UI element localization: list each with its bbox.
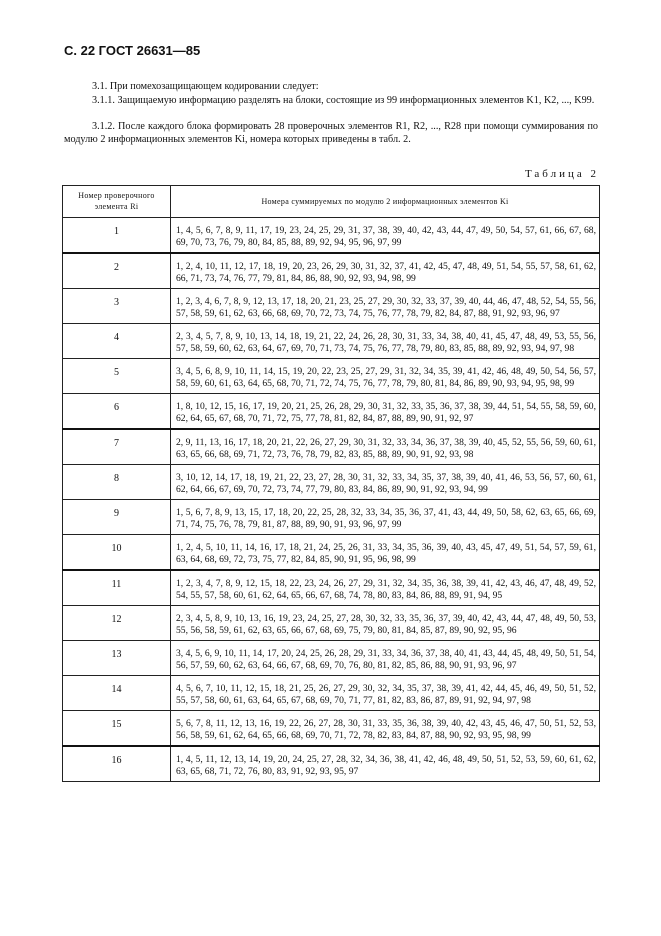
summed-elements-list: 1, 4, 5, 6, 7, 8, 9, 11, 17, 19, 23, 24, 25, 29, 31, 37, 38, 39, 40, 42, 43, 44, 47, 49, 50, 54, 57, 61, 66, 67, 68, 69, 70, 73, 76, 79, 80, 84, 85, 88, 89, 92, 94, 95, 96, 97, 99 [171, 218, 600, 254]
summed-elements-list: 2, 9, 11, 13, 16, 17, 18, 20, 21, 22, 26, 27, 29, 30, 31, 32, 33, 34, 36, 37, 38, 39, 40, 45, 52, 55, 56, 59, 60, 61, 63, 65, 66, 68, 69, 71, 72, 73, 76, 78, 79, 82, 83, 85, 88, 89, 90, 91, 92, 93, 98 [171, 429, 600, 465]
summed-elements-list: 2, 3, 4, 5, 7, 8, 9, 10, 13, 14, 18, 19, 21, 22, 24, 26, 28, 30, 31, 33, 34, 38, 40, 41, 45, 47, 48, 49, 53, 55, 56, 57, 58, 59, 60, 62, 63, 64, 67, 69, 70, 71, 73, 74, 75, 76, 77, 78, 79, 80, 83, 85, 88, 89, 92, 93, 94, 97, 98 [171, 324, 600, 359]
check-element-number: 4 [63, 324, 171, 359]
summed-elements-list: 1, 2, 4, 5, 10, 11, 14, 16, 17, 18, 21, 24, 25, 26, 31, 33, 34, 35, 36, 39, 40, 43, 45, 47, 49, 51, 54, 57, 59, 61, 63, 64, 68, 69, 72, 73, 75, 77, 82, 84, 85, 90, 91, 95, 96, 98, 99 [171, 535, 600, 571]
summed-elements-list: 1, 2, 3, 4, 7, 8, 9, 12, 15, 18, 22, 23, 24, 26, 27, 29, 31, 32, 34, 35, 36, 38, 39, 41, 42, 43, 46, 47, 48, 49, 52, 54, 55, 57, 58, 60, 61, 62, 64, 65, 66, 67, 68, 74, 78, 80, 83, 84, 86, 88, 89, 91, 94, 95 [171, 570, 600, 606]
check-element-number: 14 [63, 676, 171, 711]
summed-elements-list: 3, 4, 5, 6, 8, 9, 10, 11, 14, 15, 19, 20, 22, 23, 25, 27, 29, 31, 32, 34, 35, 39, 41, 42, 46, 48, 49, 50, 54, 56, 57, 58, 59, 60, 61, 63, 64, 65, 68, 70, 71, 72, 74, 75, 76, 77, 78, 79, 80, 81, 84, 86, 89, 90, 93, 94, 95, 98, 99 [171, 359, 600, 394]
check-element-number: 6 [63, 394, 171, 430]
table-row [63, 359, 600, 394]
table-row [63, 711, 600, 747]
summed-elements-list: 1, 2, 3, 4, 6, 7, 8, 9, 12, 13, 17, 18, 20, 21, 23, 25, 27, 29, 30, 32, 33, 37, 39, 40, 44, 46, 47, 48, 52, 54, 55, 56, 57, 58, 59, 61, 62, 63, 66, 68, 69, 70, 72, 73, 74, 75, 76, 77, 78, 79, 82, 84, 87, 88, 91, 92, 93, 96, 97 [171, 289, 600, 324]
table-row [63, 218, 600, 254]
table-row [63, 465, 600, 500]
check-element-number: 12 [63, 606, 171, 641]
table-row [63, 324, 600, 359]
paragraph-3-1-2: 3.1.2. После каждого блока формировать 28 проверочных элементов R1, R2, ..., R28 при помощи суммирования по модулю 2 информационных элементов Ki, номера которых приведены в табл. 2. [64, 121, 598, 145]
summed-elements-list: 2, 3, 4, 5, 8, 9, 10, 13, 16, 19, 23, 24, 25, 27, 28, 30, 32, 33, 35, 36, 37, 39, 40, 42, 43, 44, 47, 48, 49, 50, 53, 55, 56, 58, 59, 61, 62, 63, 65, 66, 67, 68, 69, 75, 79, 80, 81, 84, 85, 87, 89, 90, 92, 95, 96 [171, 606, 600, 641]
check-element-number: 7 [63, 429, 171, 465]
page-header: С. 22 ГОСТ 26631—85 [64, 43, 201, 58]
check-element-number: 3 [63, 289, 171, 324]
check-element-number: 9 [63, 500, 171, 535]
table-row [63, 535, 600, 571]
check-element-number: 5 [63, 359, 171, 394]
column-header-check-element: Номер проверочного элемента Ri [63, 186, 171, 218]
table-row [63, 570, 600, 606]
check-element-number: 11 [63, 570, 171, 606]
paragraph-3-1-1: 3.1.1. Защищаемую информацию разделять на блоки, состоящие из 99 информационных элементов K1, K2, ..., K99. [92, 95, 595, 106]
table-caption: Таблица 2 [524, 168, 599, 180]
column-header-summed-elements: Номера суммируемых по модулю 2 информационных элементов Ki [171, 186, 600, 218]
summed-elements-list: 4, 5, 6, 7, 10, 11, 12, 15, 18, 21, 25, 26, 27, 29, 30, 32, 34, 35, 37, 38, 39, 41, 42, 44, 45, 46, 49, 50, 51, 52, 55, 57, 58, 60, 61, 63, 64, 65, 67, 68, 69, 70, 71, 77, 81, 82, 83, 86, 87, 89, 91, 92, 94, 97, 98 [171, 676, 600, 711]
check-element-number: 8 [63, 465, 171, 500]
table-row [63, 253, 600, 289]
summed-elements-list: 5, 6, 7, 8, 11, 12, 13, 16, 19, 22, 26, 27, 28, 30, 31, 33, 35, 36, 38, 39, 40, 42, 43, 45, 46, 47, 50, 51, 52, 53, 56, 58, 59, 61, 62, 64, 65, 66, 68, 69, 70, 71, 72, 78, 82, 83, 84, 87, 88, 90, 92, 93, 95, 98, 99 [171, 711, 600, 747]
check-elements-table [62, 185, 600, 782]
summed-elements-list: 1, 5, 6, 7, 8, 9, 13, 15, 17, 18, 20, 22, 25, 28, 32, 33, 34, 35, 36, 37, 41, 43, 44, 49, 50, 58, 62, 63, 65, 66, 69, 71, 74, 75, 76, 78, 79, 81, 87, 88, 89, 90, 91, 93, 96, 97, 99 [171, 500, 600, 535]
paragraph-3-1: 3.1. При помехозащищающем кодировании следует: [92, 81, 319, 92]
table-row [63, 289, 600, 324]
check-element-number: 13 [63, 641, 171, 676]
summed-elements-list: 1, 4, 5, 11, 12, 13, 14, 19, 20, 24, 25, 27, 28, 32, 34, 36, 38, 41, 42, 46, 48, 49, 50, 51, 52, 53, 59, 60, 61, 62, 63, 65, 68, 71, 72, 76, 80, 83, 91, 92, 93, 95, 97 [171, 746, 600, 782]
summed-elements-list: 1, 2, 4, 10, 11, 12, 17, 18, 19, 20, 23, 26, 29, 30, 31, 32, 37, 41, 42, 45, 47, 48, 49, 51, 54, 55, 57, 58, 61, 62, 66, 71, 73, 74, 76, 77, 79, 81, 84, 86, 88, 90, 92, 93, 94, 98, 99 [171, 253, 600, 289]
table-row [63, 606, 600, 641]
table-row [63, 641, 600, 676]
table-row [63, 500, 600, 535]
check-element-number: 16 [63, 746, 171, 782]
table-row [63, 746, 600, 782]
table-row [63, 394, 600, 430]
check-element-number: 2 [63, 253, 171, 289]
table-row [63, 676, 600, 711]
check-element-number: 15 [63, 711, 171, 747]
check-element-number: 10 [63, 535, 171, 571]
check-element-number: 1 [63, 218, 171, 254]
summed-elements-list: 1, 8, 10, 12, 15, 16, 17, 19, 20, 21, 25, 26, 28, 29, 30, 31, 32, 33, 35, 36, 37, 38, 39, 44, 51, 54, 55, 58, 59, 60, 62, 64, 65, 67, 68, 70, 71, 72, 75, 77, 78, 81, 82, 84, 87, 88, 89, 90, 91, 92, 97 [171, 394, 600, 430]
summed-elements-list: 3, 10, 12, 14, 17, 18, 19, 21, 22, 23, 27, 28, 30, 31, 32, 33, 34, 35, 37, 38, 39, 40, 41, 46, 53, 56, 57, 60, 61, 62, 64, 66, 67, 69, 70, 72, 73, 74, 77, 79, 80, 83, 84, 86, 89, 90, 91, 92, 93, 94, 99 [171, 465, 600, 500]
table-header-row [63, 186, 600, 218]
table-row [63, 429, 600, 465]
summed-elements-list: 3, 4, 5, 6, 9, 10, 11, 14, 17, 20, 24, 25, 26, 28, 29, 31, 33, 34, 36, 37, 38, 40, 41, 43, 44, 45, 48, 49, 50, 51, 54, 56, 57, 59, 60, 62, 63, 64, 66, 67, 68, 69, 70, 76, 80, 81, 82, 85, 86, 88, 90, 91, 93, 96, 97 [171, 641, 600, 676]
